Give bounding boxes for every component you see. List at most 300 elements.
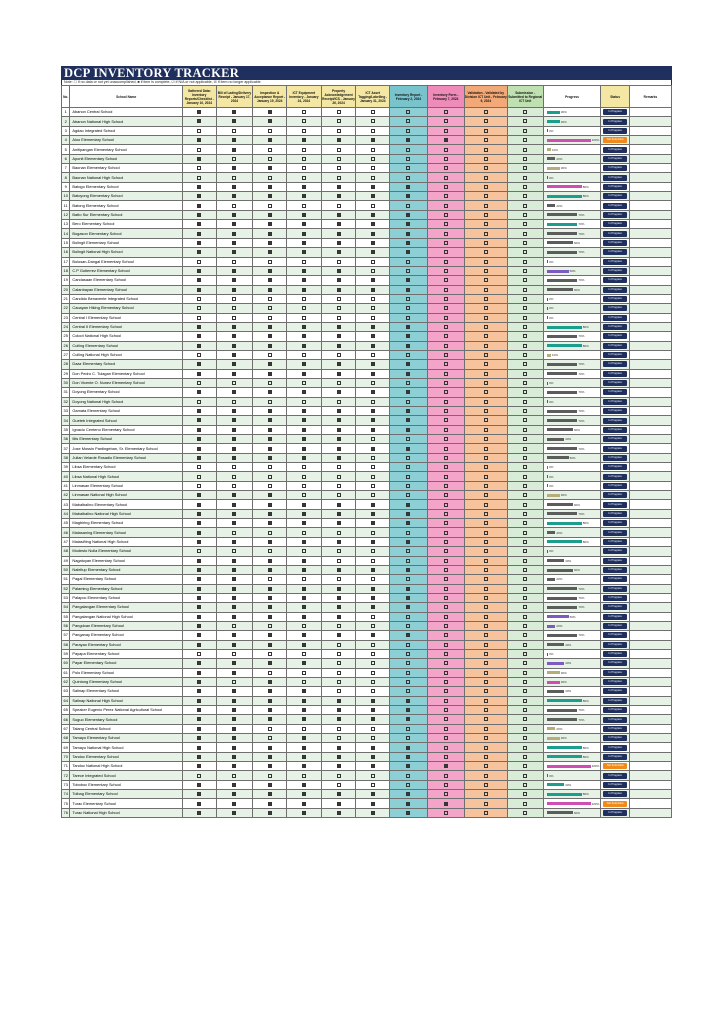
checked-checkbox[interactable] bbox=[406, 278, 410, 282]
unchecked-checkbox[interactable] bbox=[371, 437, 375, 441]
unchecked-checkbox[interactable] bbox=[523, 232, 527, 236]
unchecked-checkbox[interactable] bbox=[268, 400, 272, 404]
unchecked-checkbox[interactable] bbox=[444, 344, 448, 348]
checked-checkbox[interactable] bbox=[268, 334, 272, 338]
checked-checkbox[interactable] bbox=[197, 362, 201, 366]
checked-checkbox[interactable] bbox=[406, 717, 410, 721]
unchecked-checkbox[interactable] bbox=[523, 577, 527, 581]
remarks-cell[interactable] bbox=[629, 378, 671, 387]
unchecked-checkbox[interactable] bbox=[484, 372, 488, 376]
unchecked-checkbox[interactable] bbox=[523, 802, 527, 806]
checked-checkbox[interactable] bbox=[197, 587, 201, 591]
checked-checkbox[interactable] bbox=[232, 559, 236, 563]
unchecked-checkbox[interactable] bbox=[523, 185, 527, 189]
unchecked-checkbox[interactable] bbox=[268, 465, 272, 469]
checked-checkbox[interactable] bbox=[232, 148, 236, 152]
checked-checkbox[interactable] bbox=[371, 250, 375, 254]
unchecked-checkbox[interactable] bbox=[523, 297, 527, 301]
remarks-cell[interactable] bbox=[629, 369, 671, 378]
checked-checkbox[interactable] bbox=[302, 334, 306, 338]
unchecked-checkbox[interactable] bbox=[523, 596, 527, 600]
unchecked-checkbox[interactable] bbox=[337, 166, 341, 170]
unchecked-checkbox[interactable] bbox=[444, 549, 448, 553]
checked-checkbox[interactable] bbox=[371, 278, 375, 282]
checked-checkbox[interactable] bbox=[197, 605, 201, 609]
unchecked-checkbox[interactable] bbox=[484, 577, 488, 581]
checked-checkbox[interactable] bbox=[268, 138, 272, 142]
checked-checkbox[interactable] bbox=[197, 138, 201, 142]
remarks-cell[interactable] bbox=[629, 220, 671, 229]
checked-checkbox[interactable] bbox=[406, 699, 410, 703]
unchecked-checkbox[interactable] bbox=[444, 260, 448, 264]
checked-checkbox[interactable] bbox=[406, 708, 410, 712]
unchecked-checkbox[interactable] bbox=[444, 661, 448, 665]
unchecked-checkbox[interactable] bbox=[444, 774, 448, 778]
checked-checkbox[interactable] bbox=[371, 418, 375, 422]
unchecked-checkbox[interactable] bbox=[371, 624, 375, 628]
unchecked-checkbox[interactable] bbox=[484, 802, 488, 806]
unchecked-checkbox[interactable] bbox=[484, 148, 488, 152]
unchecked-checkbox[interactable] bbox=[444, 232, 448, 236]
unchecked-checkbox[interactable] bbox=[232, 129, 236, 133]
unchecked-checkbox[interactable] bbox=[302, 297, 306, 301]
unchecked-checkbox[interactable] bbox=[444, 362, 448, 366]
checked-checkbox[interactable] bbox=[232, 540, 236, 544]
unchecked-checkbox[interactable] bbox=[523, 512, 527, 516]
remarks-cell[interactable] bbox=[629, 631, 671, 640]
checked-checkbox[interactable] bbox=[197, 157, 201, 161]
checked-checkbox[interactable] bbox=[268, 746, 272, 750]
checked-checkbox[interactable] bbox=[406, 447, 410, 451]
checked-checkbox[interactable] bbox=[268, 643, 272, 647]
unchecked-checkbox[interactable] bbox=[371, 549, 375, 553]
remarks-cell[interactable] bbox=[629, 136, 671, 145]
checked-checkbox[interactable] bbox=[371, 568, 375, 572]
unchecked-checkbox[interactable] bbox=[484, 110, 488, 114]
checked-checkbox[interactable] bbox=[232, 727, 236, 731]
unchecked-checkbox[interactable] bbox=[444, 437, 448, 441]
checked-checkbox[interactable] bbox=[197, 559, 201, 563]
checked-checkbox[interactable] bbox=[337, 194, 341, 198]
checked-checkbox[interactable] bbox=[232, 325, 236, 329]
remarks-cell[interactable] bbox=[629, 780, 671, 789]
checked-checkbox[interactable] bbox=[406, 633, 410, 637]
unchecked-checkbox[interactable] bbox=[232, 624, 236, 628]
checked-checkbox[interactable] bbox=[232, 493, 236, 497]
checked-checkbox[interactable] bbox=[371, 587, 375, 591]
unchecked-checkbox[interactable] bbox=[523, 437, 527, 441]
unchecked-checkbox[interactable] bbox=[337, 475, 341, 479]
checked-checkbox[interactable] bbox=[406, 232, 410, 236]
unchecked-checkbox[interactable] bbox=[371, 166, 375, 170]
remarks-cell[interactable] bbox=[629, 790, 671, 799]
remarks-cell[interactable] bbox=[629, 145, 671, 154]
unchecked-checkbox[interactable] bbox=[523, 334, 527, 338]
unchecked-checkbox[interactable] bbox=[523, 624, 527, 628]
unchecked-checkbox[interactable] bbox=[232, 465, 236, 469]
checked-checkbox[interactable] bbox=[302, 456, 306, 460]
unchecked-checkbox[interactable] bbox=[232, 176, 236, 180]
checked-checkbox[interactable] bbox=[337, 764, 341, 768]
checked-checkbox[interactable] bbox=[371, 390, 375, 394]
remarks-cell[interactable] bbox=[629, 108, 671, 117]
checked-checkbox[interactable] bbox=[406, 250, 410, 254]
unchecked-checkbox[interactable] bbox=[232, 484, 236, 488]
unchecked-checkbox[interactable] bbox=[337, 661, 341, 665]
remarks-cell[interactable] bbox=[629, 734, 671, 743]
unchecked-checkbox[interactable] bbox=[406, 783, 410, 787]
checked-checkbox[interactable] bbox=[444, 764, 448, 768]
checked-checkbox[interactable] bbox=[406, 372, 410, 376]
checked-checkbox[interactable] bbox=[232, 288, 236, 292]
unchecked-checkbox[interactable] bbox=[444, 633, 448, 637]
remarks-cell[interactable] bbox=[629, 537, 671, 546]
checked-checkbox[interactable] bbox=[197, 727, 201, 731]
checked-checkbox[interactable] bbox=[268, 241, 272, 245]
checked-checkbox[interactable] bbox=[268, 166, 272, 170]
remarks-cell[interactable] bbox=[629, 238, 671, 247]
remarks-cell[interactable] bbox=[629, 192, 671, 201]
unchecked-checkbox[interactable] bbox=[484, 774, 488, 778]
unchecked-checkbox[interactable] bbox=[484, 811, 488, 815]
checked-checkbox[interactable] bbox=[371, 409, 375, 413]
checked-checkbox[interactable] bbox=[197, 708, 201, 712]
unchecked-checkbox[interactable] bbox=[268, 260, 272, 264]
checked-checkbox[interactable] bbox=[371, 755, 375, 759]
unchecked-checkbox[interactable] bbox=[302, 624, 306, 628]
checked-checkbox[interactable] bbox=[371, 288, 375, 292]
unchecked-checkbox[interactable] bbox=[523, 325, 527, 329]
unchecked-checkbox[interactable] bbox=[484, 418, 488, 422]
unchecked-checkbox[interactable] bbox=[444, 278, 448, 282]
unchecked-checkbox[interactable] bbox=[371, 400, 375, 404]
checked-checkbox[interactable] bbox=[232, 755, 236, 759]
checked-checkbox[interactable] bbox=[371, 232, 375, 236]
unchecked-checkbox[interactable] bbox=[371, 456, 375, 460]
unchecked-checkbox[interactable] bbox=[484, 213, 488, 217]
checked-checkbox[interactable] bbox=[406, 185, 410, 189]
checked-checkbox[interactable] bbox=[337, 138, 341, 142]
unchecked-checkbox[interactable] bbox=[268, 475, 272, 479]
remarks-cell[interactable] bbox=[629, 640, 671, 649]
unchecked-checkbox[interactable] bbox=[444, 493, 448, 497]
checked-checkbox[interactable] bbox=[197, 643, 201, 647]
unchecked-checkbox[interactable] bbox=[268, 671, 272, 675]
remarks-cell[interactable] bbox=[629, 266, 671, 275]
checked-checkbox[interactable] bbox=[197, 222, 201, 226]
checked-checkbox[interactable] bbox=[232, 213, 236, 217]
unchecked-checkbox[interactable] bbox=[523, 521, 527, 525]
remarks-cell[interactable] bbox=[629, 528, 671, 537]
checked-checkbox[interactable] bbox=[337, 456, 341, 460]
unchecked-checkbox[interactable] bbox=[484, 708, 488, 712]
remarks-cell[interactable] bbox=[629, 463, 671, 472]
remarks-cell[interactable] bbox=[629, 472, 671, 481]
checked-checkbox[interactable] bbox=[371, 764, 375, 768]
remarks-cell[interactable] bbox=[629, 182, 671, 191]
checked-checkbox[interactable] bbox=[268, 717, 272, 721]
checked-checkbox[interactable] bbox=[268, 250, 272, 254]
unchecked-checkbox[interactable] bbox=[232, 297, 236, 301]
remarks-cell[interactable] bbox=[629, 248, 671, 257]
unchecked-checkbox[interactable] bbox=[268, 624, 272, 628]
unchecked-checkbox[interactable] bbox=[268, 157, 272, 161]
unchecked-checkbox[interactable] bbox=[484, 717, 488, 721]
checked-checkbox[interactable] bbox=[268, 811, 272, 815]
checked-checkbox[interactable] bbox=[197, 521, 201, 525]
checked-checkbox[interactable] bbox=[268, 755, 272, 759]
unchecked-checkbox[interactable] bbox=[484, 624, 488, 628]
checked-checkbox[interactable] bbox=[302, 278, 306, 282]
checked-checkbox[interactable] bbox=[302, 232, 306, 236]
checked-checkbox[interactable] bbox=[406, 409, 410, 413]
unchecked-checkbox[interactable] bbox=[406, 643, 410, 647]
unchecked-checkbox[interactable] bbox=[337, 727, 341, 731]
unchecked-checkbox[interactable] bbox=[371, 783, 375, 787]
unchecked-checkbox[interactable] bbox=[371, 306, 375, 310]
remarks-cell[interactable] bbox=[629, 621, 671, 630]
checked-checkbox[interactable] bbox=[337, 390, 341, 394]
remarks-cell[interactable] bbox=[629, 304, 671, 313]
unchecked-checkbox[interactable] bbox=[302, 493, 306, 497]
unchecked-checkbox[interactable] bbox=[484, 531, 488, 535]
unchecked-checkbox[interactable] bbox=[484, 671, 488, 675]
unchecked-checkbox[interactable] bbox=[444, 652, 448, 656]
unchecked-checkbox[interactable] bbox=[444, 456, 448, 460]
unchecked-checkbox[interactable] bbox=[523, 615, 527, 619]
checked-checkbox[interactable] bbox=[232, 521, 236, 525]
unchecked-checkbox[interactable] bbox=[444, 699, 448, 703]
checked-checkbox[interactable] bbox=[406, 222, 410, 226]
checked-checkbox[interactable] bbox=[337, 521, 341, 525]
unchecked-checkbox[interactable] bbox=[484, 297, 488, 301]
unchecked-checkbox[interactable] bbox=[523, 288, 527, 292]
unchecked-checkbox[interactable] bbox=[337, 624, 341, 628]
unchecked-checkbox[interactable] bbox=[523, 689, 527, 693]
unchecked-checkbox[interactable] bbox=[232, 316, 236, 320]
unchecked-checkbox[interactable] bbox=[484, 652, 488, 656]
remarks-cell[interactable] bbox=[629, 332, 671, 341]
unchecked-checkbox[interactable] bbox=[337, 493, 341, 497]
checked-checkbox[interactable] bbox=[371, 605, 375, 609]
unchecked-checkbox[interactable] bbox=[268, 577, 272, 581]
unchecked-checkbox[interactable] bbox=[484, 680, 488, 684]
unchecked-checkbox[interactable] bbox=[444, 148, 448, 152]
unchecked-checkbox[interactable] bbox=[302, 484, 306, 488]
unchecked-checkbox[interactable] bbox=[484, 185, 488, 189]
unchecked-checkbox[interactable] bbox=[444, 297, 448, 301]
unchecked-checkbox[interactable] bbox=[232, 204, 236, 208]
checked-checkbox[interactable] bbox=[197, 428, 201, 432]
remarks-cell[interactable] bbox=[629, 313, 671, 322]
unchecked-checkbox[interactable] bbox=[523, 568, 527, 572]
unchecked-checkbox[interactable] bbox=[302, 465, 306, 469]
unchecked-checkbox[interactable] bbox=[523, 484, 527, 488]
unchecked-checkbox[interactable] bbox=[523, 138, 527, 142]
unchecked-checkbox[interactable] bbox=[268, 297, 272, 301]
unchecked-checkbox[interactable] bbox=[444, 400, 448, 404]
unchecked-checkbox[interactable] bbox=[523, 110, 527, 114]
remarks-cell[interactable] bbox=[629, 649, 671, 658]
unchecked-checkbox[interactable] bbox=[337, 783, 341, 787]
remarks-cell[interactable] bbox=[629, 154, 671, 163]
checked-checkbox[interactable] bbox=[302, 185, 306, 189]
unchecked-checkbox[interactable] bbox=[302, 129, 306, 133]
unchecked-checkbox[interactable] bbox=[302, 680, 306, 684]
checked-checkbox[interactable] bbox=[371, 811, 375, 815]
checked-checkbox[interactable] bbox=[337, 605, 341, 609]
unchecked-checkbox[interactable] bbox=[523, 344, 527, 348]
unchecked-checkbox[interactable] bbox=[484, 316, 488, 320]
checked-checkbox[interactable] bbox=[337, 288, 341, 292]
remarks-cell[interactable] bbox=[629, 547, 671, 556]
unchecked-checkbox[interactable] bbox=[444, 811, 448, 815]
unchecked-checkbox[interactable] bbox=[444, 680, 448, 684]
unchecked-checkbox[interactable] bbox=[484, 119, 488, 123]
unchecked-checkbox[interactable] bbox=[523, 755, 527, 759]
unchecked-checkbox[interactable] bbox=[337, 129, 341, 133]
unchecked-checkbox[interactable] bbox=[337, 148, 341, 152]
unchecked-checkbox[interactable] bbox=[444, 353, 448, 357]
checked-checkbox[interactable] bbox=[197, 372, 201, 376]
unchecked-checkbox[interactable] bbox=[523, 157, 527, 161]
checked-checkbox[interactable] bbox=[337, 447, 341, 451]
checked-checkbox[interactable] bbox=[232, 110, 236, 114]
unchecked-checkbox[interactable] bbox=[444, 213, 448, 217]
unchecked-checkbox[interactable] bbox=[444, 717, 448, 721]
checked-checkbox[interactable] bbox=[197, 689, 201, 693]
checked-checkbox[interactable] bbox=[337, 278, 341, 282]
unchecked-checkbox[interactable] bbox=[523, 652, 527, 656]
checked-checkbox[interactable] bbox=[371, 194, 375, 198]
unchecked-checkbox[interactable] bbox=[444, 325, 448, 329]
checked-checkbox[interactable] bbox=[268, 325, 272, 329]
checked-checkbox[interactable] bbox=[268, 540, 272, 544]
checked-checkbox[interactable] bbox=[302, 746, 306, 750]
unchecked-checkbox[interactable] bbox=[484, 643, 488, 647]
unchecked-checkbox[interactable] bbox=[484, 493, 488, 497]
unchecked-checkbox[interactable] bbox=[444, 428, 448, 432]
unchecked-checkbox[interactable] bbox=[302, 652, 306, 656]
checked-checkbox[interactable] bbox=[232, 643, 236, 647]
unchecked-checkbox[interactable] bbox=[371, 559, 375, 563]
checked-checkbox[interactable] bbox=[197, 194, 201, 198]
unchecked-checkbox[interactable] bbox=[444, 447, 448, 451]
unchecked-checkbox[interactable] bbox=[523, 428, 527, 432]
checked-checkbox[interactable] bbox=[268, 568, 272, 572]
unchecked-checkbox[interactable] bbox=[444, 334, 448, 338]
unchecked-checkbox[interactable] bbox=[268, 531, 272, 535]
unchecked-checkbox[interactable] bbox=[371, 148, 375, 152]
unchecked-checkbox[interactable] bbox=[484, 241, 488, 245]
checked-checkbox[interactable] bbox=[302, 325, 306, 329]
unchecked-checkbox[interactable] bbox=[268, 484, 272, 488]
remarks-cell[interactable] bbox=[629, 799, 671, 808]
unchecked-checkbox[interactable] bbox=[406, 119, 410, 123]
checked-checkbox[interactable] bbox=[302, 288, 306, 292]
checked-checkbox[interactable] bbox=[197, 568, 201, 572]
remarks-cell[interactable] bbox=[629, 453, 671, 462]
checked-checkbox[interactable] bbox=[232, 605, 236, 609]
checked-checkbox[interactable] bbox=[197, 110, 201, 114]
unchecked-checkbox[interactable] bbox=[371, 493, 375, 497]
checked-checkbox[interactable] bbox=[371, 428, 375, 432]
checked-checkbox[interactable] bbox=[232, 418, 236, 422]
unchecked-checkbox[interactable] bbox=[484, 596, 488, 600]
checked-checkbox[interactable] bbox=[268, 418, 272, 422]
unchecked-checkbox[interactable] bbox=[484, 194, 488, 198]
checked-checkbox[interactable] bbox=[406, 587, 410, 591]
unchecked-checkbox[interactable] bbox=[484, 176, 488, 180]
checked-checkbox[interactable] bbox=[302, 596, 306, 600]
checked-checkbox[interactable] bbox=[371, 717, 375, 721]
checked-checkbox[interactable] bbox=[232, 278, 236, 282]
unchecked-checkbox[interactable] bbox=[406, 689, 410, 693]
checked-checkbox[interactable] bbox=[371, 138, 375, 142]
unchecked-checkbox[interactable] bbox=[197, 166, 201, 170]
checked-checkbox[interactable] bbox=[371, 792, 375, 796]
unchecked-checkbox[interactable] bbox=[302, 774, 306, 778]
unchecked-checkbox[interactable] bbox=[484, 269, 488, 273]
unchecked-checkbox[interactable] bbox=[444, 792, 448, 796]
unchecked-checkbox[interactable] bbox=[523, 418, 527, 422]
remarks-cell[interactable] bbox=[629, 201, 671, 210]
unchecked-checkbox[interactable] bbox=[268, 176, 272, 180]
unchecked-checkbox[interactable] bbox=[197, 148, 201, 152]
checked-checkbox[interactable] bbox=[337, 699, 341, 703]
checked-checkbox[interactable] bbox=[302, 521, 306, 525]
unchecked-checkbox[interactable] bbox=[406, 297, 410, 301]
checked-checkbox[interactable] bbox=[406, 362, 410, 366]
checked-checkbox[interactable] bbox=[406, 521, 410, 525]
checked-checkbox[interactable] bbox=[232, 633, 236, 637]
checked-checkbox[interactable] bbox=[371, 708, 375, 712]
unchecked-checkbox[interactable] bbox=[197, 484, 201, 488]
unchecked-checkbox[interactable] bbox=[406, 680, 410, 684]
unchecked-checkbox[interactable] bbox=[444, 418, 448, 422]
unchecked-checkbox[interactable] bbox=[484, 390, 488, 394]
checked-checkbox[interactable] bbox=[302, 213, 306, 217]
unchecked-checkbox[interactable] bbox=[484, 587, 488, 591]
checked-checkbox[interactable] bbox=[406, 288, 410, 292]
unchecked-checkbox[interactable] bbox=[197, 549, 201, 553]
unchecked-checkbox[interactable] bbox=[406, 624, 410, 628]
unchecked-checkbox[interactable] bbox=[484, 792, 488, 796]
remarks-cell[interactable] bbox=[629, 257, 671, 266]
unchecked-checkbox[interactable] bbox=[523, 774, 527, 778]
checked-checkbox[interactable] bbox=[197, 811, 201, 815]
unchecked-checkbox[interactable] bbox=[232, 652, 236, 656]
checked-checkbox[interactable] bbox=[268, 222, 272, 226]
unchecked-checkbox[interactable] bbox=[444, 372, 448, 376]
checked-checkbox[interactable] bbox=[337, 811, 341, 815]
checked-checkbox[interactable] bbox=[302, 447, 306, 451]
unchecked-checkbox[interactable] bbox=[523, 503, 527, 507]
unchecked-checkbox[interactable] bbox=[302, 166, 306, 170]
checked-checkbox[interactable] bbox=[444, 138, 448, 142]
unchecked-checkbox[interactable] bbox=[406, 774, 410, 778]
unchecked-checkbox[interactable] bbox=[232, 157, 236, 161]
checked-checkbox[interactable] bbox=[302, 792, 306, 796]
unchecked-checkbox[interactable] bbox=[406, 736, 410, 740]
unchecked-checkbox[interactable] bbox=[484, 456, 488, 460]
unchecked-checkbox[interactable] bbox=[523, 764, 527, 768]
checked-checkbox[interactable] bbox=[232, 222, 236, 226]
unchecked-checkbox[interactable] bbox=[484, 746, 488, 750]
checked-checkbox[interactable] bbox=[197, 764, 201, 768]
remarks-cell[interactable] bbox=[629, 808, 671, 817]
checked-checkbox[interactable] bbox=[302, 699, 306, 703]
